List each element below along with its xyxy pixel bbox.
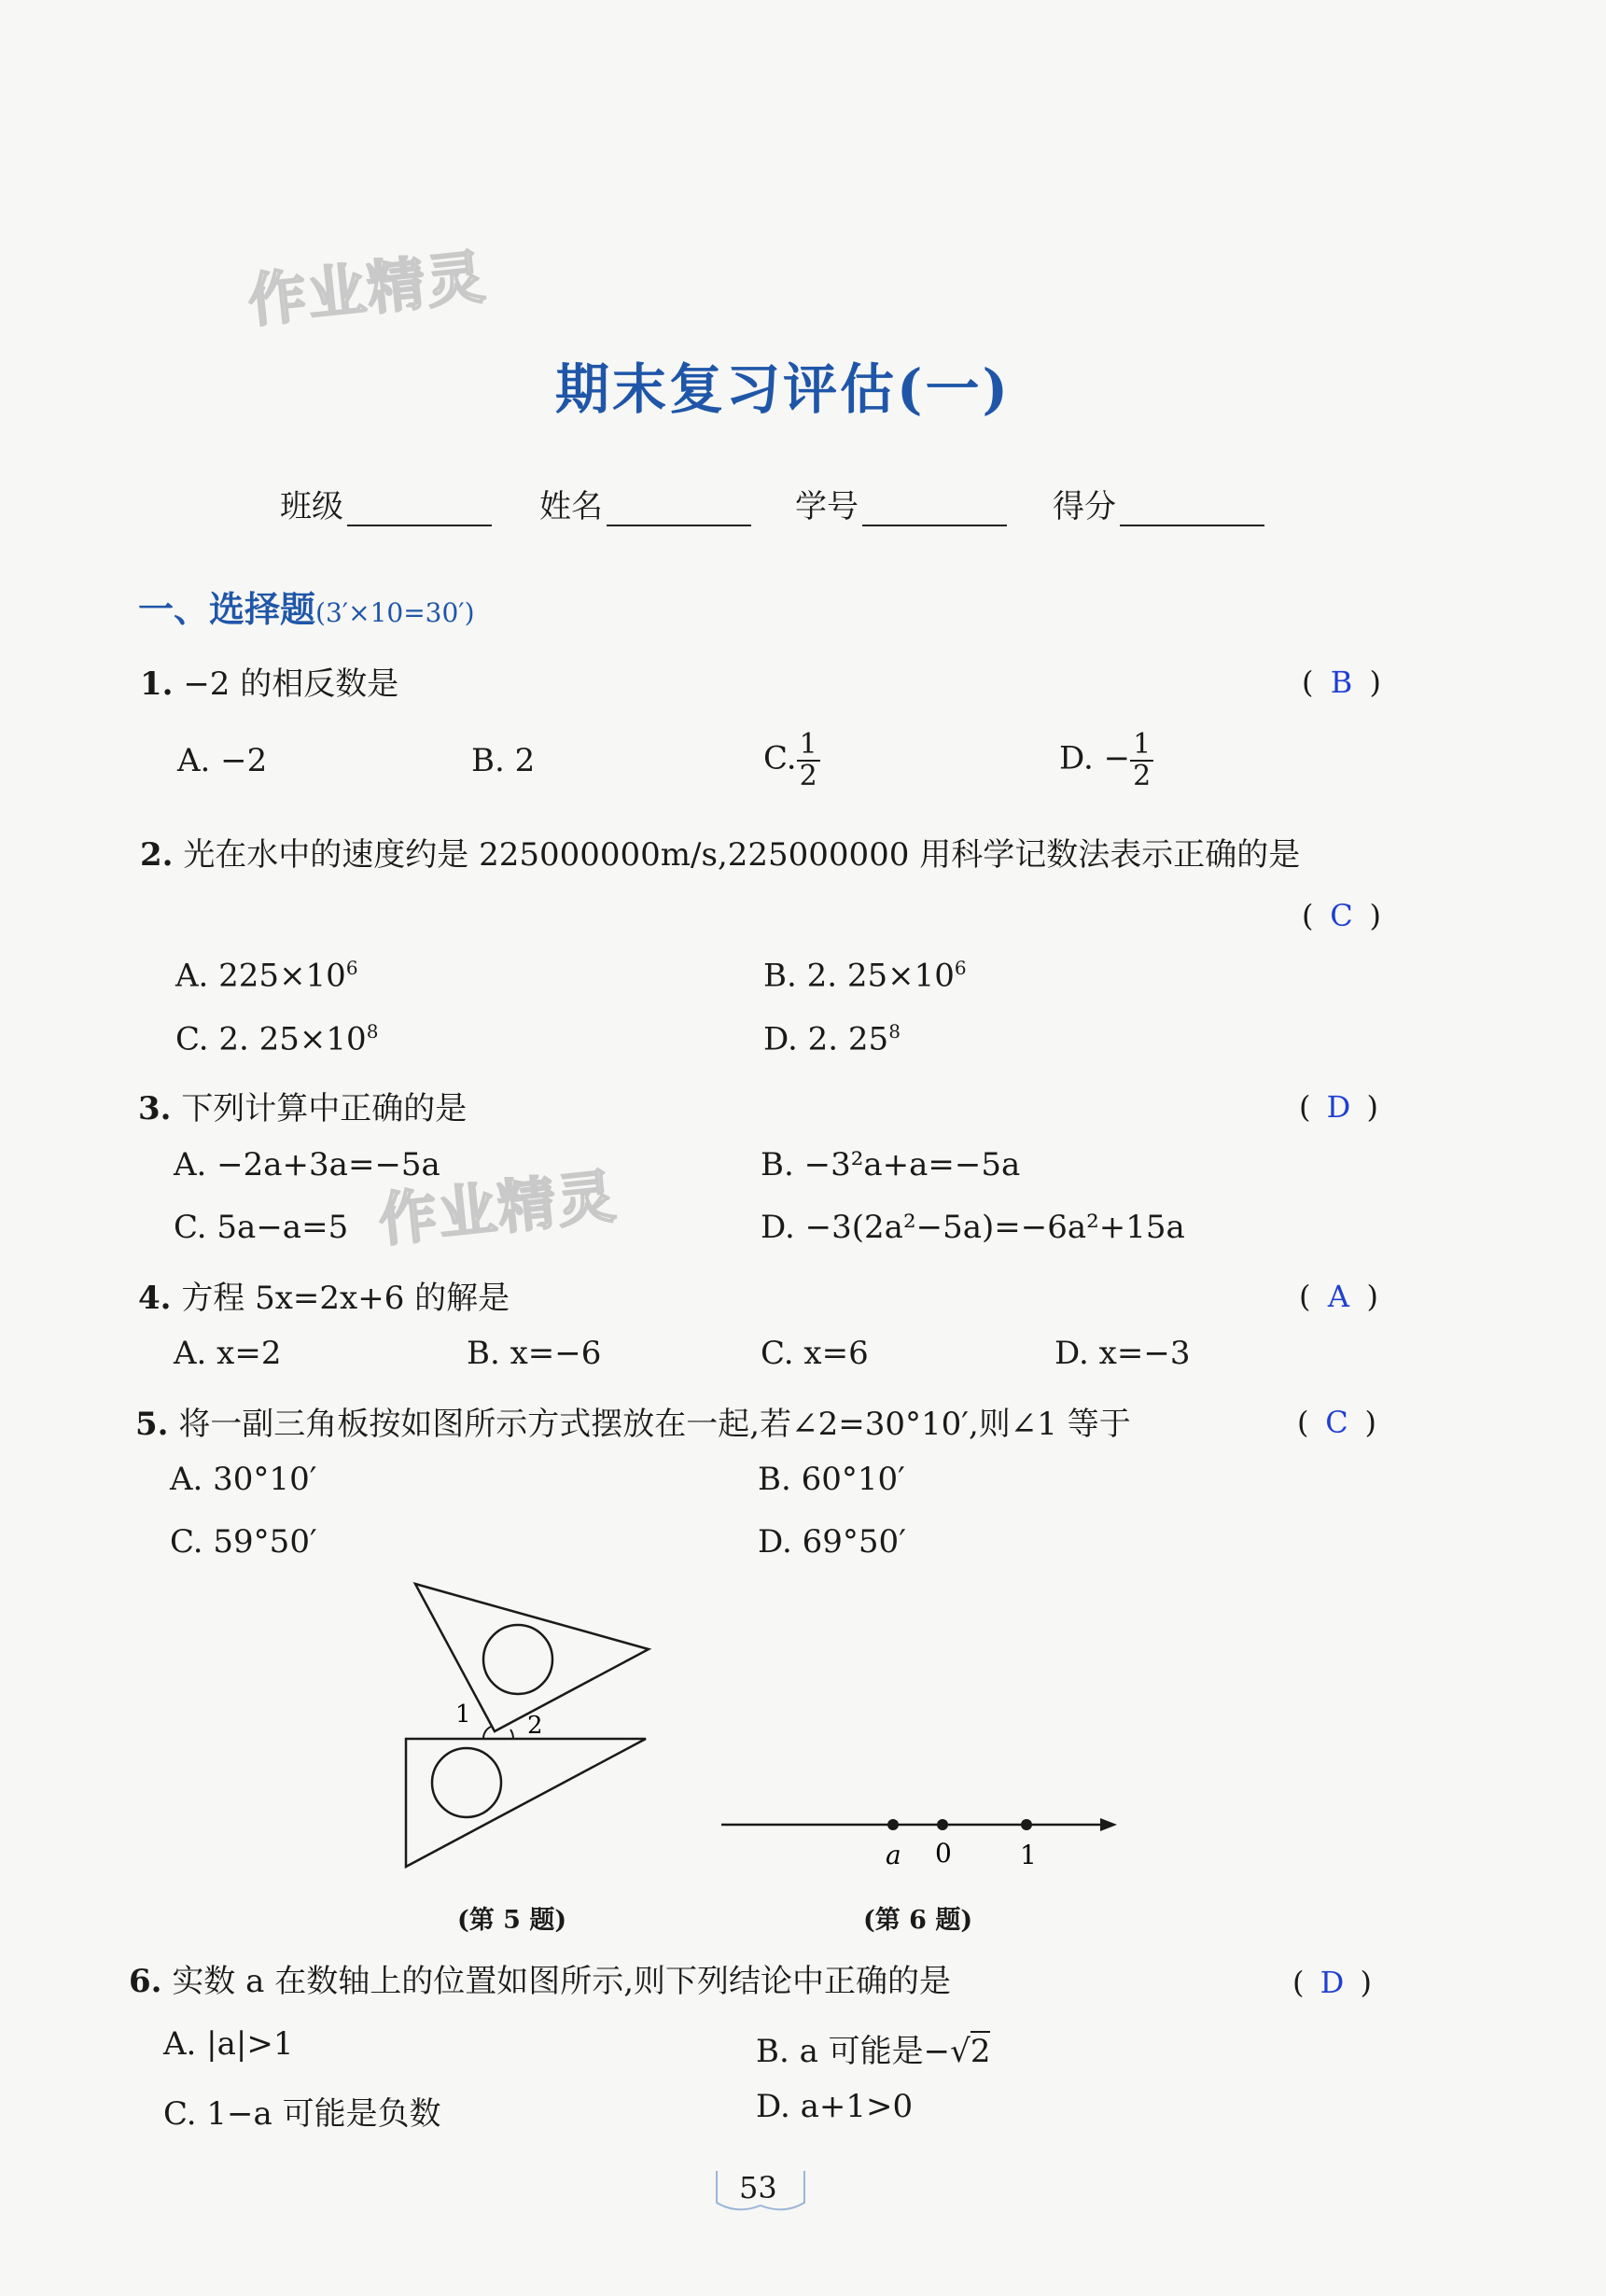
question-4-answer: A — [1327, 1279, 1350, 1314]
question-2-option-a — [175, 957, 358, 994]
question-1-text: −2 的相反数是 — [183, 665, 399, 703]
question-2-option-b-text: B. 2. 25×10 — [763, 957, 955, 995]
question-6-answer-box: ( D ) — [1292, 1965, 1372, 2000]
question-4-option-c: C. x=6 — [761, 1335, 869, 1372]
question-3-option-d: D. −3(2a²−5a)=−6a²+15a — [761, 1209, 1185, 1246]
page-number: 53 — [739, 2170, 777, 2205]
question-1-stem — [140, 658, 398, 704]
angle-1-label: 1 — [455, 1701, 471, 1729]
info-class — [280, 481, 492, 526]
question-3-option-c: C. 5a−a=5 — [174, 1209, 349, 1246]
question-6-option-d: D. a+1>0 — [756, 2088, 914, 2125]
question-2-stem — [140, 829, 1300, 875]
question-5-option-b: B. 60°10′ — [758, 1461, 905, 1498]
sqrt-symbol: √ — [950, 2033, 971, 2070]
question-4-option-d: D. x=−3 — [1054, 1335, 1191, 1372]
page-number-ornament — [717, 2171, 804, 2209]
fraction-denominator: 2 — [1133, 759, 1152, 792]
question-2-number: 2. — [140, 836, 174, 874]
info-score — [1053, 481, 1264, 526]
page-title: 期末复习评估(一) — [555, 357, 1011, 421]
label-a: a — [886, 1840, 901, 1870]
info-name-label: 姓名 — [539, 488, 603, 525]
upper-triangle — [415, 1584, 649, 1731]
point-zero — [937, 1819, 948, 1830]
upper-triangle-hole — [483, 1625, 552, 1694]
question-4-option-a: A. x=2 — [174, 1335, 282, 1372]
figure-5-caption: (第 5 题) — [457, 1906, 567, 1935]
question-4-stem — [138, 1272, 510, 1318]
question-2-option-b — [763, 957, 967, 994]
section-score: (3′×10=30′) — [315, 597, 475, 628]
info-score-blank[interactable] — [1120, 497, 1264, 526]
question-6-answer: D — [1320, 1965, 1345, 2000]
question-2-answer: C — [1330, 898, 1353, 933]
question-6-option-b-text: B. a 可能是− — [756, 2033, 951, 2070]
question-1-option-d-label: D. − — [1059, 739, 1131, 777]
question-1-number: 1. — [140, 665, 174, 703]
info-id — [795, 481, 1007, 526]
point-one — [1021, 1819, 1032, 1830]
question-1-option-c — [763, 730, 820, 791]
figure-5-set-squares — [373, 1573, 672, 1881]
fraction-denominator: 2 — [799, 759, 817, 792]
lower-triangle-hole — [432, 1748, 501, 1817]
question-6-option-b — [756, 2025, 990, 2071]
question-3-answer: D — [1326, 1089, 1351, 1125]
exponent: 8 — [366, 1020, 379, 1043]
question-5-number: 5. — [135, 1406, 169, 1443]
question-3-number: 3. — [138, 1090, 172, 1127]
figure-6-caption: (第 6 题) — [863, 1906, 973, 1935]
info-name — [539, 481, 751, 526]
question-6-option-a: A. |a|>1 — [163, 2025, 294, 2063]
question-1-option-a: A. −2 — [177, 742, 268, 779]
label-zero: 0 — [935, 1838, 952, 1869]
question-5-text: 将一副三角板按如图所示方式摆放在一起,若∠2=30°10′,则∠1 等于 — [178, 1406, 1131, 1443]
fraction-numerator: 1 — [797, 730, 820, 762]
exponent: 8 — [888, 1020, 901, 1043]
exponent: 6 — [954, 957, 967, 979]
question-5-stem — [135, 1398, 1131, 1444]
question-1-option-b: B. 2 — [471, 742, 536, 779]
question-5-option-d: D. 69°50′ — [758, 1523, 906, 1561]
question-5-option-c: C. 59°50′ — [170, 1523, 317, 1561]
question-6-number: 6. — [129, 1963, 162, 2000]
question-5-option-a: A. 30°10′ — [170, 1461, 317, 1498]
sqrt-radicand: 2 — [970, 2033, 991, 2070]
watermark-middle: 作业精灵 — [375, 1161, 621, 1255]
info-score-label: 得分 — [1053, 488, 1116, 525]
question-1-answer-box: ( B ) — [1302, 665, 1381, 700]
question-4-answer-box: ( A ) — [1299, 1279, 1378, 1314]
question-2-option-d — [763, 1020, 901, 1057]
question-2-option-c-text: C. 2. 25×10 — [175, 1020, 367, 1058]
question-4-number: 4. — [138, 1280, 172, 1317]
question-2-option-d-text: D. 2. 25 — [763, 1020, 889, 1058]
info-class-label: 班级 — [280, 488, 343, 525]
question-4-option-b: B. x=−6 — [467, 1335, 602, 1372]
question-1-answer: B — [1330, 665, 1353, 700]
figure-6-number-line — [714, 1797, 1143, 1871]
question-2-answer-box: ( C ) — [1302, 898, 1381, 933]
exponent: 6 — [345, 957, 358, 979]
question-2-text: 光在水中的速度约是 225000000m/s,225000000 用科学记数法表示正确的是 — [183, 836, 1301, 874]
angle-1-arc — [483, 1727, 491, 1739]
question-6-text: 实数 a 在数轴上的位置如图所示,则下列结论中正确的是 — [172, 1963, 952, 2000]
label-one: 1 — [1020, 1840, 1037, 1870]
angle-2-label: 2 — [527, 1712, 543, 1740]
question-6-option-c: C. 1−a 可能是负数 — [163, 2095, 441, 2133]
angle-2-arc — [510, 1729, 513, 1739]
number-line-arrow — [1100, 1818, 1117, 1831]
section-label: 一、选择题 — [138, 588, 316, 630]
point-a — [887, 1819, 899, 1830]
fraction-neg-half — [1130, 730, 1153, 791]
question-3-text: 下列计算中正确的是 — [181, 1090, 468, 1127]
fraction-half — [797, 730, 820, 791]
info-id-blank[interactable] — [862, 497, 1007, 526]
page-number-frame — [709, 2163, 812, 2219]
question-3-option-b: B. −3²a+a=−5a — [761, 1146, 1021, 1183]
question-1-option-d — [1059, 730, 1153, 791]
question-4-text: 方程 5x=2x+6 的解是 — [181, 1280, 510, 1317]
question-3-stem — [138, 1083, 467, 1128]
fraction-numerator: 1 — [1130, 730, 1153, 762]
watermark-top: 作业精灵 — [244, 242, 490, 336]
question-3-answer-box: ( D ) — [1299, 1089, 1378, 1125]
question-2-option-a-text: A. 225×10 — [175, 957, 346, 995]
info-class-blank[interactable] — [347, 497, 492, 526]
question-5-answer: C — [1325, 1405, 1348, 1440]
info-id-label: 学号 — [795, 488, 859, 525]
info-name-blank[interactable] — [607, 497, 751, 526]
question-3-option-a: A. −2a+3a=−5a — [174, 1146, 440, 1183]
question-6-stem — [129, 1955, 951, 2001]
question-5-answer-box: ( C ) — [1297, 1405, 1376, 1440]
question-2-option-c — [175, 1020, 378, 1057]
section-header — [138, 581, 475, 632]
question-1-option-c-label: C. — [763, 739, 797, 777]
